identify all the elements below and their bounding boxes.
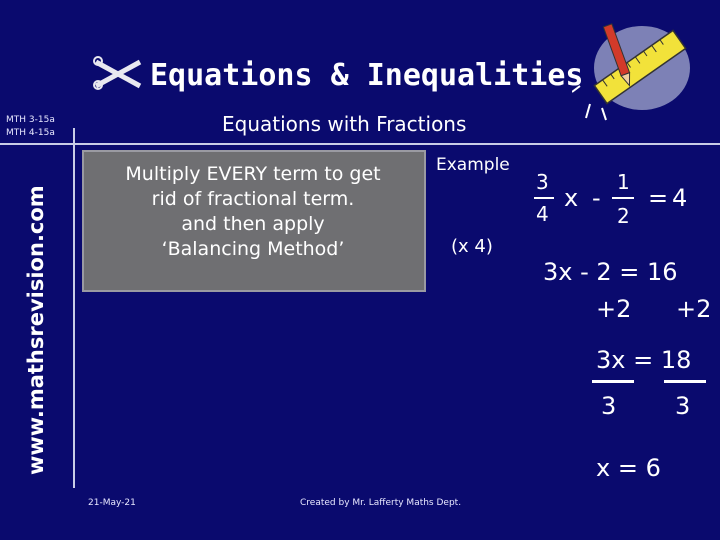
equation-variable: x xyxy=(564,184,579,212)
answer: x = 6 xyxy=(596,454,661,482)
instruction-text xyxy=(88,162,418,262)
step-2-division-bar-left xyxy=(592,380,634,383)
fraction-2-denominator: 2 xyxy=(617,204,630,228)
example-label: Example xyxy=(436,155,510,175)
fraction-1-denominator: 4 xyxy=(536,202,549,226)
step-2-divisor-right: 3 xyxy=(675,392,691,420)
fraction-1-bar xyxy=(534,197,554,199)
step-1-equation: 3x - 2 = 16 xyxy=(543,258,678,286)
fraction-2-numerator: 1 xyxy=(617,170,630,194)
step-1-add-right: +2 xyxy=(676,295,712,323)
footer-date: 21-May-21 xyxy=(88,498,136,508)
curriculum-codes xyxy=(6,114,55,140)
horizontal-divider xyxy=(0,143,720,145)
equation-minus: - xyxy=(592,184,601,212)
step-2-division-bar-right xyxy=(664,380,706,383)
step-2-equation: 3x = 18 xyxy=(596,346,692,374)
scissors-logo-icon xyxy=(92,56,144,90)
instruction-line: Multiply EVERY term to get xyxy=(125,163,381,185)
footer-credit: Created by Mr. Lafferty Maths Dept. xyxy=(300,498,462,508)
step-2-divisor-left: 3 xyxy=(601,392,617,420)
curriculum-code: MTH 4-15a xyxy=(6,128,55,138)
website-label: www.mathsrevision.com xyxy=(24,185,48,475)
equation-rhs: 4 xyxy=(672,184,688,212)
ruler-pencil-clipart-icon xyxy=(572,8,692,128)
instruction-line: rid of fractional term. xyxy=(151,188,355,210)
step-1-add-left: +2 xyxy=(596,295,632,323)
equation-equals: = xyxy=(648,184,669,212)
instruction-line: and then apply xyxy=(181,213,325,235)
fraction-2-bar xyxy=(612,197,634,199)
multiplier-label: (x 4) xyxy=(451,236,493,257)
fraction-1-numerator: 3 xyxy=(536,170,549,194)
slide-subtitle: Equations with Fractions xyxy=(222,112,467,136)
instruction-line: ‘Balancing Method’ xyxy=(161,238,345,260)
curriculum-code: MTH 3-15a xyxy=(6,115,55,125)
vertical-divider xyxy=(73,128,75,488)
slide-title: Equations & Inequalities xyxy=(150,58,584,93)
